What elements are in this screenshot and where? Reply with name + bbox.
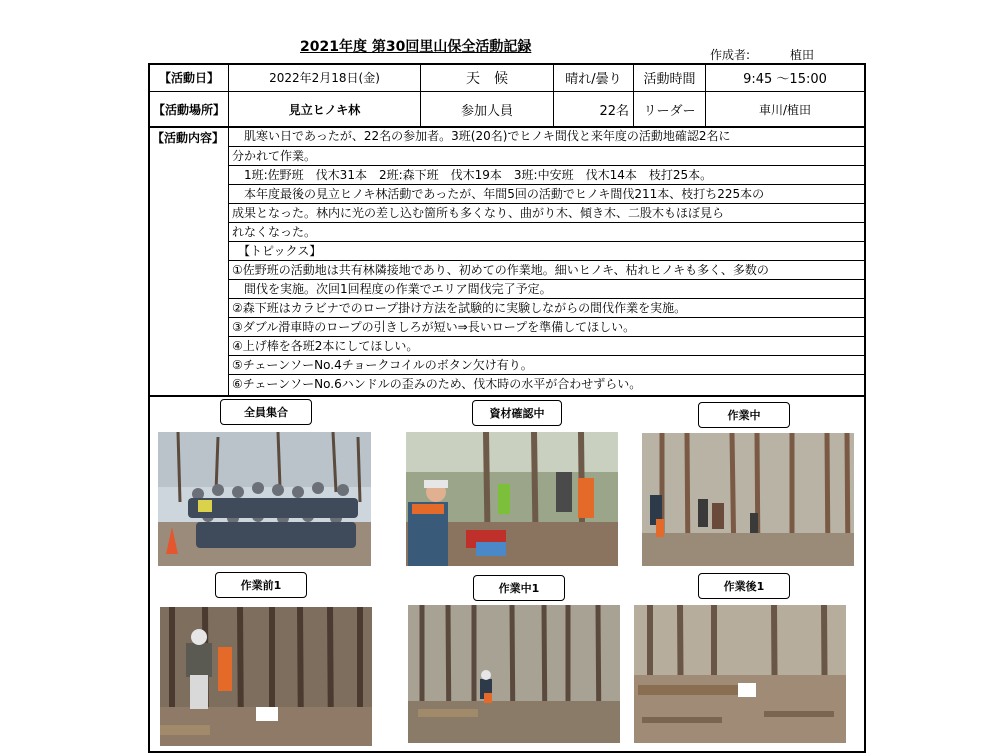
content-line: ⑤チェーンソーNo.4チョークコイルのボタン欠け有り。: [229, 355, 866, 374]
activity-time-label: 活動時間: [643, 72, 696, 87]
participants-label: 参加人員: [460, 103, 513, 119]
content-line: 間伐を実施。次回1回程度の作業でエリア間伐完了予定。: [229, 279, 866, 298]
group-photo: [158, 432, 371, 566]
content-line: 分かれて作業。: [229, 146, 866, 165]
activity-time-value: 9:45 ～15:00: [743, 72, 827, 87]
content-line: 本年度最後の見立ヒノキ林活動であったが、年間5回の活動でヒノキ間伐211本、枝打ち225本の: [229, 184, 866, 203]
content-line: 1班:佐野班 伐木31本 2班:森下班 伐木19本 3班:中安班 伐木14本 枝打25本。: [229, 165, 866, 184]
photo-caption: 作業後1: [698, 573, 790, 599]
activity-content-label: 【活動内容】: [152, 131, 225, 145]
content-line: れなくなった。: [229, 222, 866, 241]
photo-caption: 作業前1: [215, 572, 307, 598]
forest-work-photo: [642, 433, 854, 566]
content-line: 成果となった。林内に光の差し込む箇所も多くなり、曲がり木、傾き木、二股木もほぼ見ら: [229, 203, 866, 222]
content-line: ④上げ棒を各班2本にしてほしい。: [229, 336, 866, 355]
author-name: 植田: [790, 48, 815, 62]
photo-caption: 全員集合: [220, 399, 312, 425]
page-title: 2021年度 第30回里山保全活動記録: [300, 39, 532, 55]
activity-place-value: 見立ヒノキ林: [288, 102, 361, 117]
content-line: ⑥チェーンソーNo.6ハンドルの歪みのため、伐木時の水平が合わせずらい。: [229, 374, 866, 395]
equipment-check-photo: [406, 432, 618, 566]
leader-value: 車川/植田: [758, 102, 812, 117]
weather-label: 天 候: [466, 70, 508, 87]
before-work-photo: [160, 607, 372, 746]
content-line: ②森下班はカラビナでのロープ掛け方法を試験的に実験しながらの間伐作業を実施。: [229, 298, 866, 317]
content-line: 【トピックス】: [229, 241, 866, 260]
after-work-photo: [634, 605, 846, 743]
activity-date-value: 2022年2月18日(金): [269, 71, 380, 85]
activity-place-label: 【活動場所】: [152, 102, 225, 117]
content-line: ①佐野班の活動地は共有林隣接地であり、初めての作業地。細いヒノキ、枯れヒノキも多く、多数の: [229, 260, 866, 279]
work-photo: [408, 605, 620, 743]
author-label: 作成者:: [710, 48, 751, 62]
content-line: 肌寒い日であったが、22名の参加者。3班(20名)でヒノキ間伐と来年度の活動地確認2名に: [232, 129, 731, 143]
section-divider: [148, 395, 866, 397]
activity-date-label: 【活動日】: [158, 71, 219, 85]
photo-caption: 作業中1: [473, 575, 565, 601]
weather-value: 晴れ/曇り: [565, 72, 622, 87]
photo-caption: 資材確認中: [472, 400, 562, 426]
leader-label: リーダー: [643, 103, 696, 119]
content-line: ③ダブル滑車時のロープの引きしろが短い⇒長いロープを準備してほしい。: [229, 317, 866, 336]
photo-caption: 作業中: [698, 402, 790, 428]
participants-value: 22名: [599, 103, 629, 119]
